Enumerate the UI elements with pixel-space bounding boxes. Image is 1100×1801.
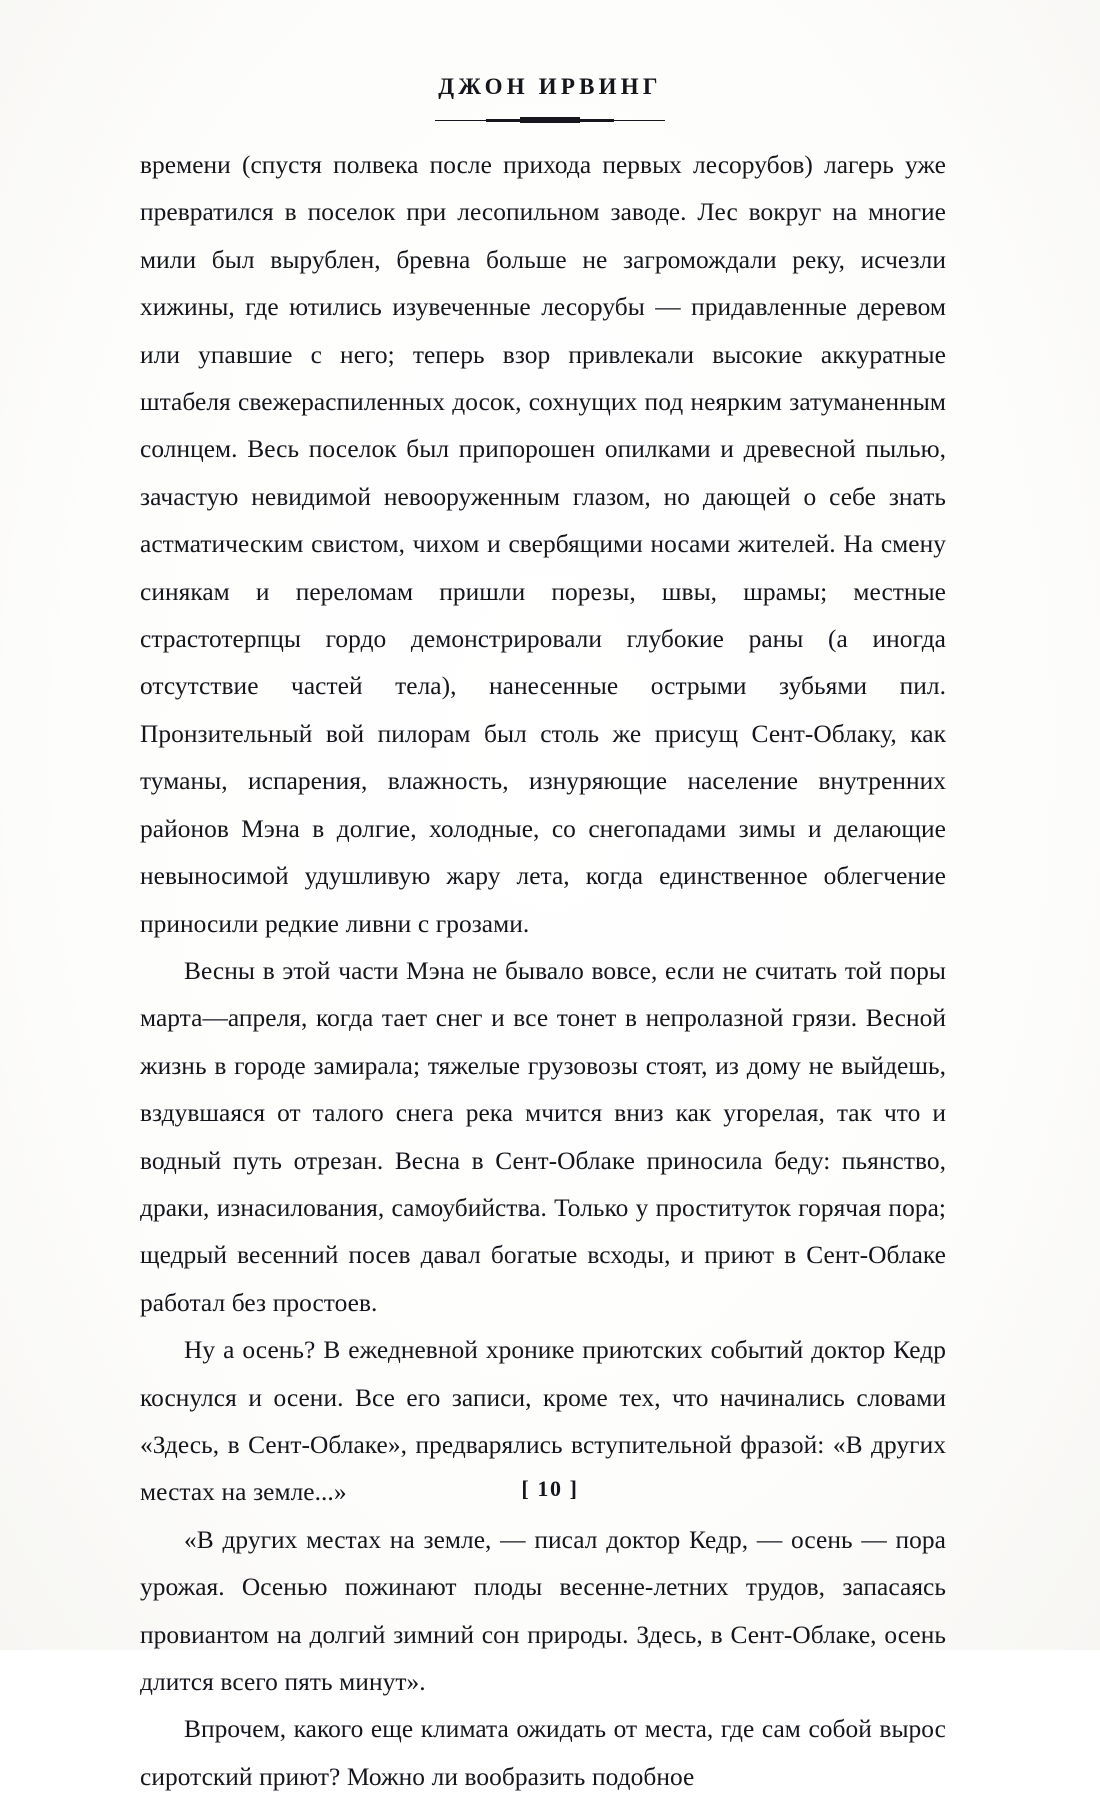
ornamental-rule-icon [435, 116, 665, 125]
paragraph: Впрочем, какого еще климата ожидать от места, где сам собой вырос сиротский приют? Можно ли вообразить подобное [140, 1715, 946, 1791]
paragraph: «В других местах на земле, — писал доктор Кедр, — осень — пора урожая. Осенью пожинают плоды весенне-летних трудов, запасаясь провиантом на долгий зимний сон природы. Здесь, в Сент-Облаке, осень длится всего пять минут». [140, 1525, 946, 1696]
running-head [0, 74, 1100, 100]
running-head-author: ДЖОН ИРВИНГ [438, 74, 662, 99]
body-text-block [140, 142, 946, 1801]
page-number: [ 10 ] [521, 1476, 579, 1501]
paragraph: времени (спустя полвека после прихода первых лесорубов) лагерь уже превратился в поселок при лесопильном заводе. Лес вокруг на многие мили был вырублен, бревна больше не загромождали реку, исчезли хижины, где ютились изувеченные лесорубы — придавленные деревом или упавшие с него; теперь взор привлекали высокие аккуратные штабеля свежераспиленных досок, сохнущих под неярким затуманенным солнцем. Весь поселок был припорошен опилками и древесной пылью, зачастую невидимой невооруженным глазом, но дающей о себе знать астматическим свистом, чихом и свербящими носами жителей. На смену синякам и переломам пришли порезы, швы, шрамы; местные страстотерпцы гордо демонстрировали глубокие раны (а иногда отсутствие частей тела), нанесенные острыми зубьями пил. Пронзительный вой пилорам был столь же присущ Сент-Облаку, как туманы, испарения, влажность, изнуряющие население внутренних районов Мэна в долгие, холодные, со снегопадами зимы и делающие невыносимой удушливую жару лета, когда единственное облегчение приносили редкие ливни с грозами. [140, 151, 946, 938]
rule-thick-segment [520, 117, 580, 123]
paragraph: Весны в этой части Мэна не бывало вовсе, если не считать той поры марта—апреля, когда тает снег и все тонет в непролазной грязи. Весной жизнь в городе замирала; тяжелые грузовозы стоят, из дому не выйдешь, вздувшаяся от талого снега река мчится вниз как угорелая, так что и водный путь отрезан. Весна в Сент-Облаке приносила беду: пьянство, драки, изнасилования, самоубийства. Только у проституток горячая пора; щедрый весенний посев давал богатые всходы, и приют в Сент-Облаке работал без простоев. [140, 956, 946, 1317]
paragraph: Ну а осень? В ежедневной хронике приютских событий доктор Кедр коснулся и осени. Все его записи, кроме тех, что начинались словами «Здесь, в Сент-Облаке», предварялись вступительной фразой: «В других местах на земле...» [140, 1336, 946, 1507]
